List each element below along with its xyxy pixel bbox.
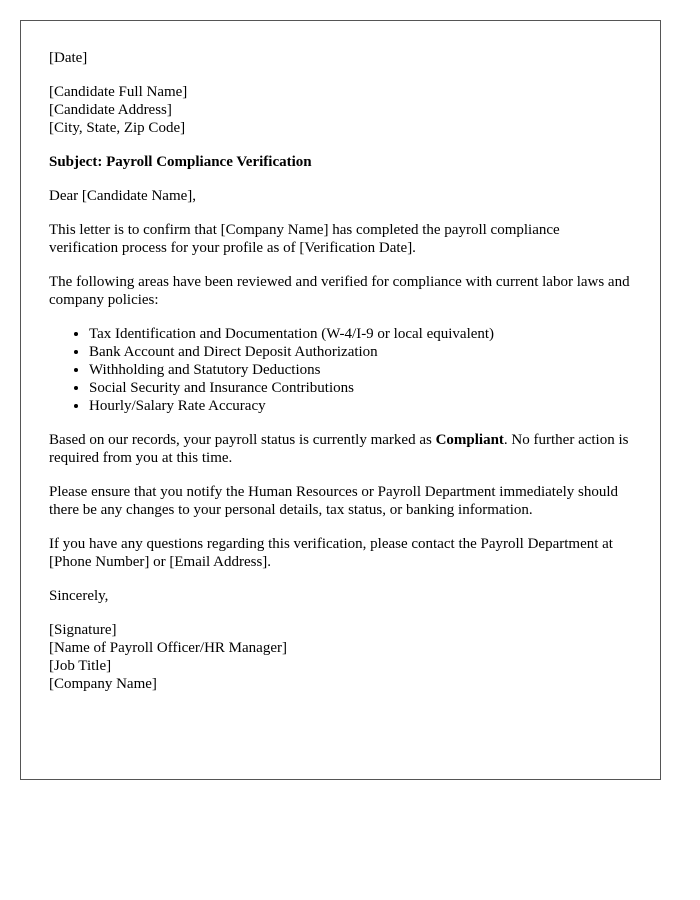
list-item: • Withholding and Statutory Deductions (89, 361, 632, 379)
recipient-address: [Candidate Address] (49, 102, 172, 118)
paragraph-reviewed-areas: The following areas have been reviewed and verified for compliance with current labor laws and company policies: (49, 274, 630, 308)
paragraph-contact: If you have any questions regarding this verification, please contact the Payroll Department at [Phone Number] or [Email Address]. (49, 536, 613, 570)
paragraph-notify: Please ensure that you notify the Human Resources or Payroll Department immediately should there be any changes to your personal details, tax status, or banking information. (49, 484, 619, 518)
signature-block (49, 621, 632, 693)
list-item: • Social Security and Insurance Contributions (89, 379, 632, 397)
recipient-name: [Candidate Full Name] (49, 84, 188, 100)
recipient-city-state-zip: [City, State, Zip Code] (49, 120, 186, 136)
signer-company: [Company Name] (49, 676, 157, 692)
closing: Sincerely, (49, 588, 109, 604)
letter-subject: Subject: Payroll Compliance Verification (49, 154, 312, 170)
list-item: • Bank Account and Direct Deposit Authorization (89, 343, 632, 361)
paragraph-status (49, 431, 632, 467)
paragraph-confirmation: This letter is to confirm that [Company Name] has completed the payroll compliance verification process for your profile as of [Verification Date]. (49, 222, 560, 256)
recipient-block (49, 83, 632, 137)
status-compliant: Compliant (435, 432, 504, 448)
list-item: • Hourly/Salary Rate Accuracy (89, 397, 632, 415)
status-text-before: Based on our records, your payroll status is currently marked as (49, 432, 436, 448)
signer-name: [Name of Payroll Officer/HR Manager] (49, 640, 287, 656)
list-item: • Tax Identification and Documentation (W-4/I-9 or local equivalent) (89, 325, 632, 343)
signer-title: [Job Title] (49, 658, 112, 674)
signature: [Signature] (49, 622, 117, 638)
salutation: Dear [Candidate Name], (49, 188, 197, 204)
letter-date: [Date] (49, 50, 88, 66)
status-text-after: . No further action is required from you at this time. (49, 432, 629, 466)
verified-areas-list (49, 325, 632, 415)
letter-page (20, 20, 661, 780)
